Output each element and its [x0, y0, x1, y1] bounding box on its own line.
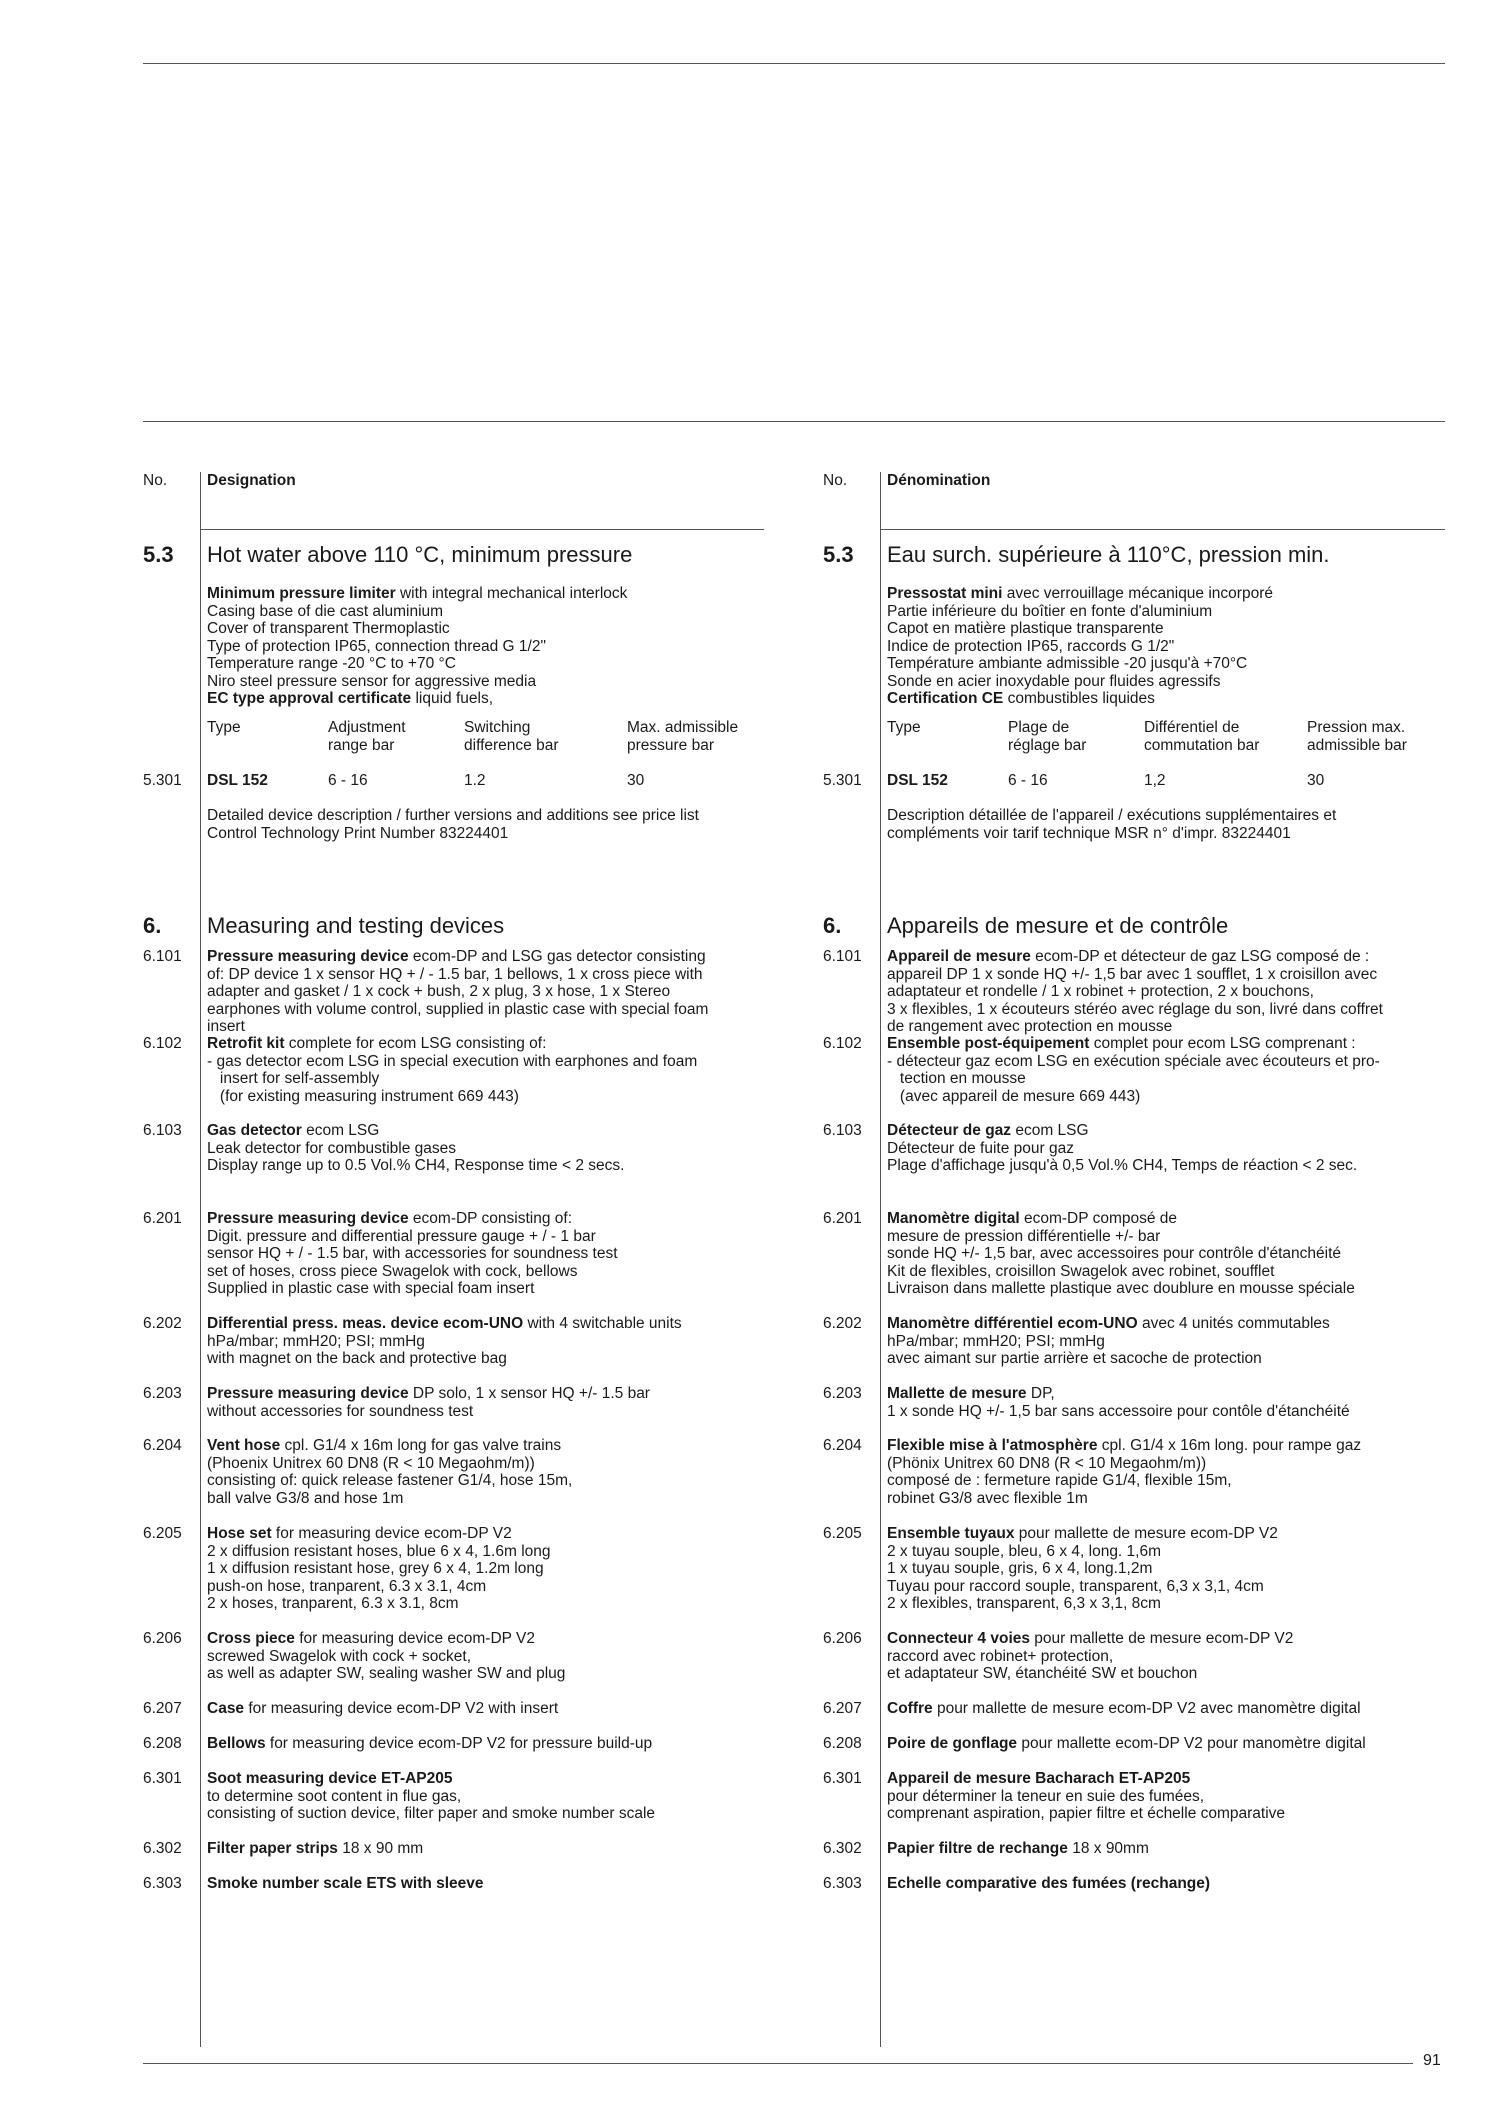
col-type-header: Type	[887, 719, 921, 736]
header-no-label: No.	[143, 472, 168, 489]
section-number: 6.	[143, 913, 162, 938]
item-first-line	[207, 1385, 767, 1403]
col-diff-header	[464, 719, 559, 754]
section-title: Hot water above 110 °C, minimum pressure	[207, 542, 633, 567]
item-number: 6.203	[143, 1385, 182, 1402]
item-title: Filter paper strips	[207, 1840, 338, 1857]
header-designation-label	[887, 472, 990, 490]
item-text	[887, 1700, 1447, 1718]
item-detail: pour mallette de mesure ecom-DP V2 avec manomètre digital	[932, 1700, 1361, 1717]
item-detail: pour mallette de mesure ecom-DP V2	[1014, 1525, 1278, 1542]
item-detail: 18 x 90 mm	[337, 1840, 424, 1857]
item-first-line	[207, 1122, 767, 1140]
item-title: Appareil de mesure	[887, 948, 1031, 965]
header-no-label: No.	[823, 472, 848, 489]
item-number: 6.301	[143, 1770, 182, 1787]
item-first-line	[207, 1840, 767, 1858]
section-title: Measuring and testing devices	[207, 913, 505, 938]
item-first-line	[207, 1210, 767, 1228]
item-text	[887, 1035, 1447, 1105]
item-first-line	[207, 1875, 767, 1893]
item-number: 6.204	[823, 1437, 862, 1454]
col-type-header: Type	[207, 719, 241, 736]
item-number: 6.302	[143, 1840, 182, 1857]
item-detail: ecom LSG	[301, 1122, 380, 1139]
item-number: 6.208	[143, 1735, 182, 1752]
item-text	[207, 1437, 767, 1507]
item-text	[207, 1630, 767, 1683]
item-line: tection en mousse	[887, 1070, 1026, 1087]
cell-diff: 1.2	[464, 772, 486, 789]
item-text	[207, 1770, 767, 1823]
item-line: 3 x flexibles, 1 x écouteurs stéréo avec réglage du son, livré dans coffret	[887, 1000, 1383, 1018]
description-line: Cover of transparent Thermoplastic	[207, 620, 450, 637]
header-line: Adjustment	[328, 719, 406, 736]
item-title: Poire de gonflage	[887, 1735, 1018, 1752]
certificate-detail: liquid fuels,	[411, 690, 494, 707]
item-text	[207, 1735, 767, 1753]
item-number: 6.207	[143, 1700, 182, 1717]
item-line: avec aimant sur partie arrière et sacoche de protection	[887, 1350, 1262, 1367]
item-text	[207, 1122, 767, 1175]
type-value: DSL 152	[207, 772, 268, 789]
item-title: Smoke number scale ETS with sleeve	[207, 1875, 484, 1892]
right-header-bottom-rule	[880, 529, 1445, 530]
item-line: sonde HQ +/- 1,5 bar, avec accessoires pour contrôle d'étanchéité	[887, 1245, 1342, 1262]
description-line: Type of protection IP65, connection thread G 1/2"	[207, 637, 546, 655]
top-rule	[143, 63, 1445, 64]
certificate-label: Certification CE	[887, 690, 1004, 707]
bottom-rule	[143, 2063, 1413, 2064]
item-first-line	[207, 1035, 767, 1053]
col-diff-header	[1144, 719, 1259, 754]
item-first-line	[207, 1700, 767, 1718]
item-number: 6.303	[823, 1875, 862, 1892]
item-line: sensor HQ + / - 1.5 bar, with accessories for soundness test	[207, 1245, 618, 1262]
item-title: Détecteur de gaz	[887, 1122, 1012, 1139]
item-number: 6.301	[823, 1770, 862, 1787]
item-line: (for existing measuring instrument 669 443)	[207, 1087, 519, 1105]
header-line: Différentiel de	[1144, 719, 1240, 736]
item-number: 6.206	[823, 1630, 862, 1647]
item-line: of: DP device 1 x sensor HQ + / - 1.5 bar, 1 bellows, 1 x cross piece with	[207, 965, 703, 983]
item-number: 6.207	[823, 1700, 862, 1717]
item-title: Papier filtre de rechange	[887, 1840, 1068, 1857]
section-number: 5.3	[823, 542, 854, 567]
cell-range: 6 - 16	[1008, 772, 1048, 789]
item-line: as well as adapter SW, sealing washer SW and plug	[207, 1665, 566, 1682]
item-detail: for measuring device ecom-DP V2 with insert	[244, 1700, 559, 1717]
item-line: Livraison dans mallette plastique avec doublure en mousse spéciale	[887, 1280, 1355, 1297]
cell-max: 30	[627, 772, 645, 789]
header-line: Max. admissible	[627, 719, 739, 736]
description-line: Partie inférieure du boîtier en fonte d'aluminium	[887, 602, 1213, 620]
item-line: screwed Swagelok with cock + socket,	[207, 1647, 472, 1665]
item-number: 5.301	[143, 772, 182, 789]
item-line: comprenant aspiration, papier filtre et échelle comparative	[887, 1805, 1286, 1822]
item-number: 6.101	[823, 948, 862, 965]
page-number: 91	[1423, 2052, 1441, 2069]
header-line: Pression max.	[1307, 719, 1406, 736]
item-title: Ensemble tuyaux	[887, 1525, 1015, 1542]
item-number: 6.204	[143, 1437, 182, 1454]
item-text	[207, 1315, 767, 1368]
item-line: hPa/mbar; mmH20; PSI; mmHg	[207, 1332, 425, 1350]
item-detail: avec 4 unités commutables	[1137, 1315, 1330, 1332]
item-line: - détecteur gaz ecom LSG en exécution spéciale avec écouteurs et pro-	[887, 1052, 1380, 1070]
item-number: 6.101	[143, 948, 182, 965]
item-first-line	[887, 1770, 1447, 1788]
item-text	[887, 1385, 1447, 1420]
col-range-header	[1008, 719, 1086, 754]
item-title: Ensemble post-équipement	[887, 1035, 1090, 1052]
item-detail: ecom-DP et détecteur de gaz LSG composé de :	[1030, 948, 1370, 965]
item-line: 1 x diffusion resistant hose, grey 6 x 4, 1.2m long	[207, 1560, 544, 1577]
item-first-line	[207, 1525, 767, 1543]
item-line: Digit. pressure and differential pressure gauge + / - 1 bar	[207, 1227, 596, 1245]
item-title: Hose set	[207, 1525, 272, 1542]
item-number: 5.301	[823, 772, 862, 789]
description-line: Température ambiante admissible -20 jusqu'à +70°C	[887, 655, 1248, 672]
col-max-header	[1307, 719, 1407, 754]
item-line: de rangement avec protection en mousse	[887, 1018, 1173, 1035]
item-line: Display range up to 0.5 Vol.% CH4, Response time < 2 secs.	[207, 1157, 625, 1174]
item-detail: pour mallette de mesure ecom-DP V2	[1030, 1630, 1294, 1647]
item-line: (Phoenix Unitrex 60 DN8 (R < 10 Megaohm/m))	[207, 1454, 535, 1472]
section-title: Eau surch. supérieure à 110°C, pression min.	[887, 542, 1330, 567]
item-title: Bellows	[207, 1735, 266, 1752]
item-line: insert	[207, 1018, 245, 1035]
cell-type	[207, 772, 268, 790]
item-number: 6.303	[143, 1875, 182, 1892]
note-line: Description détaillée de l'appareil / exécutions supplémentaires et	[887, 807, 1337, 824]
item-title: Gas detector	[207, 1122, 302, 1139]
item-first-line	[887, 1630, 1447, 1648]
item-first-line	[887, 1437, 1447, 1455]
item-line: robinet G3/8 avec flexible 1m	[887, 1489, 1088, 1507]
item-text	[887, 1770, 1447, 1823]
item-text	[887, 1840, 1447, 1858]
item-text	[887, 948, 1447, 1036]
item-detail: ecom-DP consisting of:	[408, 1210, 573, 1227]
item-first-line	[887, 1315, 1447, 1333]
item-line: 1 x sonde HQ +/- 1,5 bar sans accessoire pour contôle d'étanchéité	[887, 1402, 1350, 1420]
item-line: et adaptateur SW, étanchéité SW et bouchon	[887, 1665, 1198, 1682]
item-line: composé de : fermeture rapide G1/4, flexible 15m,	[887, 1472, 1232, 1489]
left-header-bottom-rule	[200, 529, 764, 530]
item-number: 6.208	[823, 1735, 862, 1752]
note-text	[887, 807, 1447, 842]
description-line: Capot en matière plastique transparente	[887, 620, 1164, 637]
item-text	[207, 1525, 767, 1613]
header-line: commutation bar	[1144, 736, 1260, 754]
item-first-line	[887, 1735, 1447, 1753]
item-number: 6.103	[823, 1122, 862, 1139]
description-line	[887, 690, 1447, 708]
section-title: Appareils de mesure et de contrôle	[887, 913, 1229, 938]
item-line: without accessories for soundness test	[207, 1402, 474, 1420]
item-line: 2 x diffusion resistant hoses, blue 6 x 4, 1.6m long	[207, 1542, 551, 1560]
item-detail: ecom-DP and LSG gas detector consisting	[408, 948, 706, 965]
header-line: Switching	[464, 719, 531, 736]
item-detail: DP,	[1026, 1385, 1055, 1402]
item-first-line	[207, 1630, 767, 1648]
note-line: Detailed device description / further versions and additions see price list	[207, 807, 699, 824]
item-number: 6.202	[143, 1315, 182, 1332]
item-first-line	[887, 1122, 1447, 1140]
item-text	[887, 1630, 1447, 1683]
item-first-line	[887, 1840, 1447, 1858]
item-first-line	[887, 1700, 1447, 1718]
col-range-header	[328, 719, 406, 754]
item-line: consisting of: quick release fastener G1/4, hose 15m,	[207, 1472, 573, 1489]
item-detail: for measuring device ecom-DP V2	[294, 1630, 535, 1647]
item-title: Retrofit kit	[207, 1035, 285, 1052]
certificate-detail: combustibles liquides	[1003, 690, 1155, 707]
item-text	[887, 1525, 1447, 1613]
item-text	[887, 1875, 1447, 1893]
header-designation-label	[207, 472, 296, 490]
cell-type	[887, 772, 948, 790]
item-detail: for measuring device ecom-DP V2 for pressure build-up	[265, 1735, 653, 1752]
header-line: Plage de	[1008, 719, 1070, 736]
header-line: difference bar	[464, 736, 559, 754]
item-title: Flexible mise à l'atmosphère	[887, 1437, 1098, 1454]
item-detail: DP solo, 1 x sensor HQ +/- 1.5 bar	[408, 1385, 650, 1402]
header-line: réglage bar	[1008, 736, 1087, 754]
item-number: 6.201	[143, 1210, 182, 1227]
item-line: 2 x flexibles, transparent, 6,3 x 3,1, 8cm	[887, 1595, 1161, 1612]
item-number: 6.103	[143, 1122, 182, 1139]
item-line: - gas detector ecom LSG in special execution with earphones and foam	[207, 1052, 698, 1070]
item-number: 6.203	[823, 1385, 862, 1402]
item-title: Vent hose	[207, 1437, 281, 1454]
item-first-line	[887, 1035, 1447, 1053]
item-line: 2 x tuyau souple, bleu, 6 x 4, long. 1,6m	[887, 1542, 1162, 1560]
item-text	[207, 948, 767, 1036]
item-text	[207, 1035, 767, 1105]
item-line: Tuyau pour raccord souple, transparent, 6,3 x 3,1, 4cm	[887, 1577, 1264, 1595]
header-line: range bar	[328, 736, 395, 754]
cell-diff: 1,2	[1144, 772, 1166, 789]
note-line: compléments voir tarif technique MSR n° d'impr. 83224401	[887, 824, 1291, 842]
note-line: Control Technology Print Number 83224401	[207, 824, 509, 842]
item-line: appareil DP 1 x sonde HQ +/- 1,5 bar avec 1 soufflet, 1 x croisillon avec	[887, 965, 1378, 983]
item-line: (avec appareil de mesure 669 443)	[887, 1087, 1141, 1105]
item-number: 6.102	[143, 1035, 182, 1052]
item-line: hPa/mbar; mmH20; PSI; mmHg	[887, 1332, 1105, 1350]
item-line: mesure de pression différentielle +/- bar	[887, 1227, 1161, 1245]
item-line: consisting of suction device, filter paper and smoke number scale	[207, 1805, 656, 1822]
description-text	[887, 585, 1447, 708]
item-line: Plage d'affichage jusqu'à 0,5 Vol.% CH4, Temps de réaction < 2 sec.	[887, 1157, 1358, 1174]
item-line: adaptateur et rondelle / 1 x robinet + protection, 2 x bouchons,	[887, 983, 1314, 1000]
left-column-divider	[200, 472, 201, 2047]
col-max-header	[627, 719, 738, 754]
designation-text: Designation	[207, 472, 296, 489]
item-number: 6.206	[143, 1630, 182, 1647]
item-number: 6.302	[823, 1840, 862, 1857]
item-line: Kit de flexibles, croisillon Swagelok avec robinet, soufflet	[887, 1262, 1275, 1280]
section-number: 5.3	[143, 542, 174, 567]
product-detail: avec verrouillage mécanique incorporé	[1002, 585, 1273, 602]
header-top-rule	[143, 421, 1445, 422]
item-text	[887, 1315, 1447, 1368]
header-line: admissible bar	[1307, 736, 1407, 754]
item-detail: ecom-DP composé de	[1019, 1210, 1178, 1227]
item-detail: 18 x 90mm	[1067, 1840, 1149, 1857]
item-detail: pour mallette ecom-DP V2 pour manomètre digital	[1017, 1735, 1366, 1752]
item-text	[207, 1875, 767, 1893]
description-line: Temperature range -20 °C to +70 °C	[207, 655, 456, 672]
item-first-line	[887, 1210, 1447, 1228]
item-detail: ecom LSG	[1011, 1122, 1089, 1139]
item-number: 6.202	[823, 1315, 862, 1332]
description-text	[207, 585, 767, 708]
item-line: push-on hose, tranparent, 6.3 x 3.1, 4cm	[207, 1577, 487, 1595]
item-line: Leak detector for combustible gases	[207, 1139, 456, 1157]
item-line: 2 x hoses, tranparent, 6.3 x 3.1, 8cm	[207, 1595, 459, 1612]
description-line: Niro steel pressure sensor for aggressive media	[207, 672, 537, 690]
item-first-line	[207, 1770, 767, 1788]
item-number: 6.205	[823, 1525, 862, 1542]
item-first-line	[207, 1735, 767, 1753]
item-line: insert for self-assembly	[207, 1070, 380, 1087]
certificate-label: EC type approval certificate	[207, 690, 412, 707]
item-title: Pressure measuring device	[207, 948, 409, 965]
item-detail: cpl. G1/4 x 16m long. pour rampe gaz	[1097, 1437, 1362, 1454]
cell-range: 6 - 16	[328, 772, 368, 789]
item-title: Cross piece	[207, 1630, 295, 1647]
item-text	[887, 1122, 1447, 1175]
item-text	[887, 1210, 1447, 1298]
item-line: 1 x tuyau souple, gris, 6 x 4, long.1,2m	[887, 1560, 1153, 1577]
item-title: Manomètre digital	[887, 1210, 1020, 1227]
item-first-line	[887, 1385, 1447, 1403]
item-first-line	[207, 1315, 767, 1333]
item-first-line	[887, 948, 1447, 966]
description-line: Sonde en acier inoxydable pour fluides agressifs	[887, 672, 1221, 690]
designation-text: Dénomination	[887, 472, 991, 489]
description-line	[207, 585, 767, 603]
item-text	[887, 1437, 1447, 1507]
item-detail: complet pour ecom LSG comprenant :	[1089, 1035, 1356, 1052]
section-number: 6.	[823, 913, 842, 938]
item-line: to determine soot content in flue gas,	[207, 1787, 462, 1805]
item-line: (Phönix Unitrex 60 DN8 (R < 10 Megaohm/m))	[887, 1454, 1207, 1472]
description-line: Casing base of die cast aluminium	[207, 602, 444, 620]
cell-max: 30	[1307, 772, 1325, 789]
item-text	[207, 1385, 767, 1420]
item-detail: complete for ecom LSG consisting of:	[284, 1035, 547, 1052]
item-title: Soot measuring device ET-AP205	[207, 1770, 453, 1787]
product-detail: with integral mechanical interlock	[395, 585, 628, 602]
item-title: Connecteur 4 voies	[887, 1630, 1030, 1647]
item-number: 6.201	[823, 1210, 862, 1227]
product-name: Minimum pressure limiter	[207, 585, 396, 602]
description-line: Indice de protection IP65, raccords G 1/2"	[887, 637, 1175, 655]
item-line: earphones with volume control, supplied in plastic case with special foam	[207, 1000, 709, 1018]
item-first-line	[207, 948, 767, 966]
description-line	[887, 585, 1447, 603]
item-title: Manomètre différentiel ecom-UNO	[887, 1315, 1138, 1332]
item-line: adapter and gasket / 1 x cock + bush, 2 x plug, 3 x hose, 1 x Stereo	[207, 983, 671, 1000]
item-first-line	[887, 1525, 1447, 1543]
type-value: DSL 152	[887, 772, 948, 789]
item-line: raccord avec robinet+ protection,	[887, 1647, 1114, 1665]
description-line	[207, 690, 767, 708]
right-column-divider	[880, 472, 881, 2047]
item-text	[887, 1735, 1447, 1753]
item-text	[207, 1840, 767, 1858]
note-text	[207, 807, 767, 842]
item-title: Appareil de mesure Bacharach ET-AP205	[887, 1770, 1191, 1787]
item-line: Détecteur de fuite pour gaz	[887, 1139, 1074, 1157]
item-title: Pressure measuring device	[207, 1385, 409, 1402]
item-title: Pressure measuring device	[207, 1210, 409, 1227]
item-line: set of hoses, cross piece Swagelok with cock, bellows	[207, 1262, 578, 1280]
item-title: Differential press. meas. device ecom-UNO	[207, 1315, 524, 1332]
item-text	[207, 1210, 767, 1298]
item-detail: for measuring device ecom-DP V2	[271, 1525, 512, 1542]
item-line: Supplied in plastic case with special foam insert	[207, 1280, 535, 1297]
item-first-line	[207, 1437, 767, 1455]
item-detail: cpl. G1/4 x 16m long for gas valve trains	[280, 1437, 562, 1454]
item-number: 6.205	[143, 1525, 182, 1542]
item-detail: with 4 switchable units	[523, 1315, 682, 1332]
item-title: Case	[207, 1700, 245, 1717]
product-name: Pressostat mini	[887, 585, 1003, 602]
item-title: Mallette de mesure	[887, 1385, 1027, 1402]
item-title: Echelle comparative des fumées (rechange)	[887, 1875, 1211, 1892]
item-text	[207, 1700, 767, 1718]
item-title: Coffre	[887, 1700, 933, 1717]
item-line: ball valve G3/8 and hose 1m	[207, 1489, 404, 1507]
item-line: pour déterminer la teneur en suie des fumées,	[887, 1787, 1205, 1805]
header-line: pressure bar	[627, 736, 715, 754]
item-number: 6.102	[823, 1035, 862, 1052]
item-line: with magnet on the back and protective bag	[207, 1350, 507, 1367]
item-first-line	[887, 1875, 1447, 1893]
